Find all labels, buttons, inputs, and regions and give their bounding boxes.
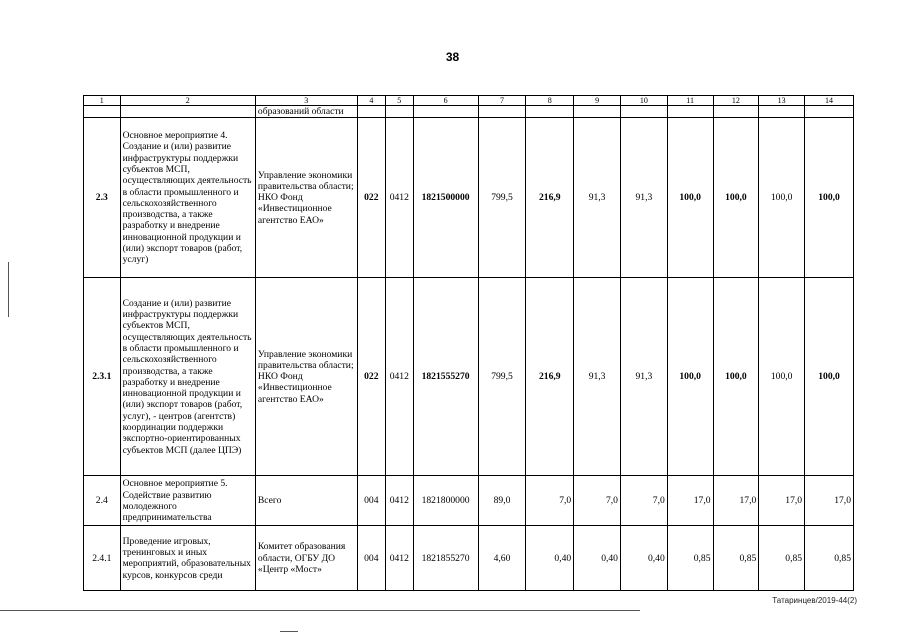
column-number: 9	[574, 96, 621, 106]
cell-c12: 17,0	[713, 476, 759, 526]
responsible-cell: Комитет образования области, ОГБУ ДО «Центр «Мост»	[255, 526, 357, 591]
cell-c5: 0412	[386, 476, 413, 526]
row-code: 2.4.1	[84, 526, 121, 591]
cell-c7: 4,60	[478, 526, 526, 591]
cell-c5: 0412	[386, 118, 413, 278]
column-number: 5	[386, 96, 413, 106]
activity-name: Основное мероприятие 5. Содействие развитию молодежного предпринимательства	[120, 476, 255, 526]
cell-c4: 004	[357, 476, 385, 526]
footer-code: Татаринцев/2019-44(2)	[772, 596, 857, 605]
cell-c13: 100,0	[759, 278, 805, 476]
cell-c10: 7,0	[620, 476, 667, 526]
cell-c11: 100,0	[667, 278, 713, 476]
cell-c12: 0,85	[713, 526, 759, 591]
activity-name: Создание и (или) развитие инфраструктуры поддержки субъектов МСП, осуществляющих деятельность в области промышленного и сельскохозяйственного производства, а также разработку и внедрение инновационной продукции и (или) экспорт товаров (работ, услуг), - центров (агентств) координации поддержки экспортно-ориентированных субъектов МСП (далее ЦПЭ)	[120, 278, 255, 476]
table-row	[84, 476, 854, 526]
cell-c5: 0412	[386, 526, 413, 591]
row-code: 2.3.1	[84, 278, 121, 476]
cell-c11: 100,0	[667, 118, 713, 278]
cell-c11: 0,85	[667, 526, 713, 591]
cell-c13: 100,0	[759, 118, 805, 278]
page-number: 38	[445, 50, 460, 64]
cell-c8: 0,40	[526, 526, 574, 591]
responsible-cell: Управление экономики правительства области; НКО Фонд «Инвестиционное агентство ЕАО»	[255, 118, 357, 278]
column-number: 8	[526, 96, 574, 106]
table-row	[84, 118, 854, 278]
responsible-cell: Управление экономики правительства области; НКО Фонд «Инвестиционное агентство ЕАО»	[255, 278, 357, 476]
cell-c6: 1821800000	[413, 476, 478, 526]
cell-c6: 1821555270	[413, 278, 478, 476]
cell-c14: 0,85	[805, 526, 854, 591]
scan-artifact-line	[0, 610, 640, 611]
cell-c8: 216,9	[526, 118, 574, 278]
cell-c6: 1821855270	[413, 526, 478, 591]
column-number: 4	[357, 96, 385, 106]
cell-c10: 0,40	[620, 526, 667, 591]
column-number: 13	[759, 96, 805, 106]
cell-c13: 17,0	[759, 476, 805, 526]
cell-c9: 91,3	[574, 278, 621, 476]
cell-c4: 004	[357, 526, 385, 591]
budget-table	[83, 95, 854, 591]
column-number: 1	[84, 96, 121, 106]
cell-c12: 100,0	[713, 118, 759, 278]
column-number: 11	[667, 96, 713, 106]
cell-c12: 100,0	[713, 278, 759, 476]
cell-c4: 022	[357, 118, 385, 278]
scan-artifact-line	[8, 262, 9, 317]
column-number: 3	[255, 96, 357, 106]
cell-c8: 7,0	[526, 476, 574, 526]
responsible-cell: Всего	[255, 476, 357, 526]
cell-c6: 1821500000	[413, 118, 478, 278]
column-number: 7	[478, 96, 526, 106]
row-code: 2.4	[84, 476, 121, 526]
cell-c13: 0,85	[759, 526, 805, 591]
cell-c7: 799,5	[478, 118, 526, 278]
cell-c8: 216,9	[526, 278, 574, 476]
cell-c7: 799,5	[478, 278, 526, 476]
column-number-row	[84, 96, 854, 106]
column-number: 12	[713, 96, 759, 106]
table-row	[84, 278, 854, 476]
cell-c14: 17,0	[805, 476, 854, 526]
cell-c14: 100,0	[805, 278, 854, 476]
cell-c9: 7,0	[574, 476, 621, 526]
cell-c11: 17,0	[667, 476, 713, 526]
cell-c4: 022	[357, 278, 385, 476]
column-number: 6	[413, 96, 478, 106]
cell-c10: 91,3	[620, 278, 667, 476]
column-number: 2	[120, 96, 255, 106]
responsible-cell: образований области	[255, 106, 357, 118]
scan-artifact-line	[280, 631, 298, 632]
cell-c10: 91,3	[620, 118, 667, 278]
column-number: 14	[805, 96, 854, 106]
column-number: 10	[620, 96, 667, 106]
cell-c14: 100,0	[805, 118, 854, 278]
activity-name: Проведение игровых, тренинговых и иных мероприятий, образовательных курсов, конкурсов среди	[120, 526, 255, 591]
cell-c7: 89,0	[478, 476, 526, 526]
table-row	[84, 526, 854, 591]
table-row-continuation	[84, 106, 854, 118]
activity-name: Основное мероприятие 4. Создание и (или) развитие инфраструктуры поддержки субъектов МСП, осуществляющих деятельность в области промышленного и сельскохозяйственного производства, а также разработку и внедрение инновационной продукции и (или) экспорт товаров (работ, услуг)	[120, 118, 255, 278]
cell-c9: 0,40	[574, 526, 621, 591]
row-code: 2.3	[84, 118, 121, 278]
cell-c5: 0412	[386, 278, 413, 476]
cell-c9: 91,3	[574, 118, 621, 278]
